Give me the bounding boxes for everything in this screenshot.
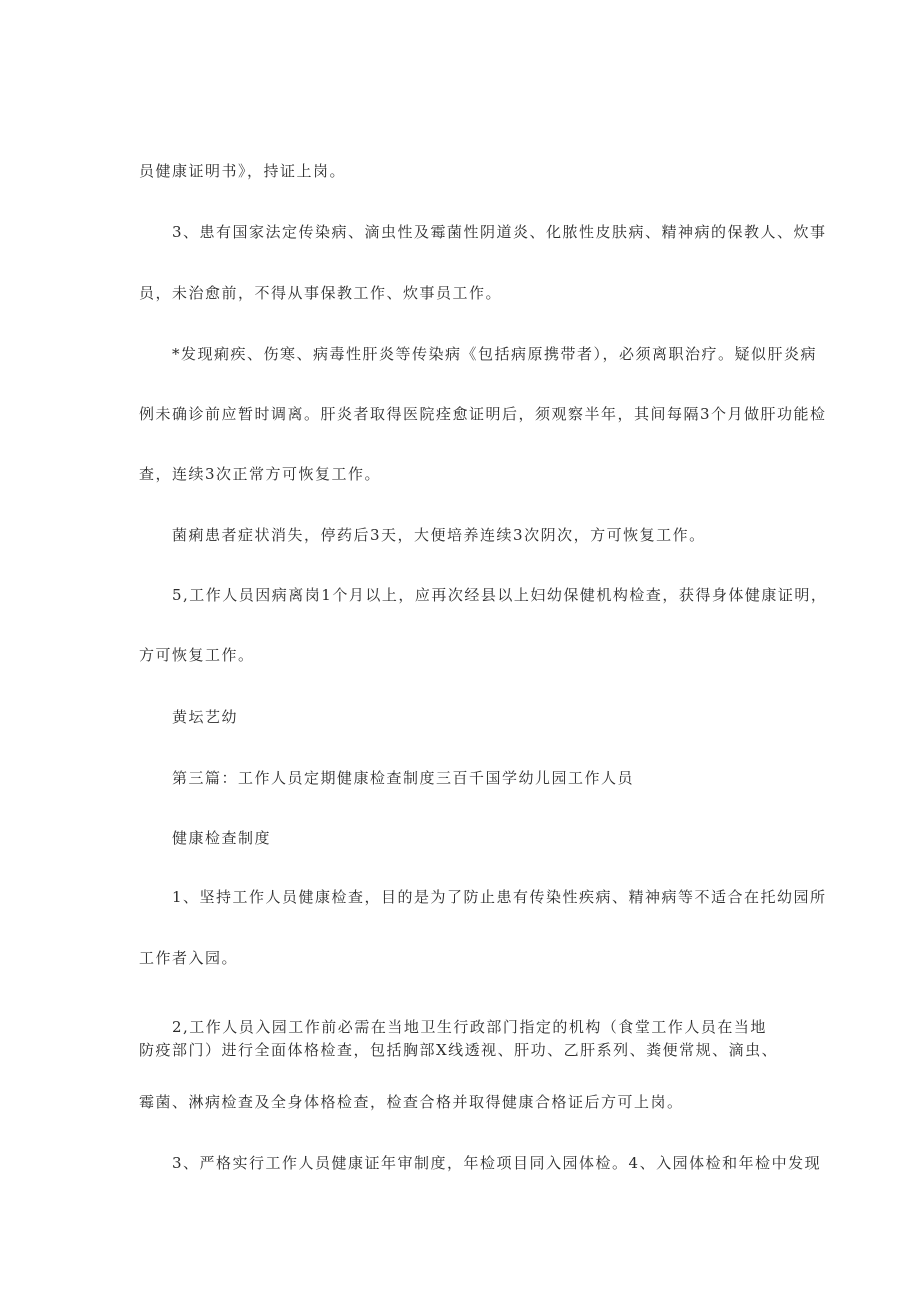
section-subheading: 健康检查制度 [172,829,272,847]
text-line: *发现痢疾、伤寒、病毒性肝炎等传染病《包括病原携带者），必须离职治疗。疑似肝炎病 [172,345,818,363]
text-line: 员，未治愈前，不得从事保教工作、炊事员工作。 [139,284,503,302]
section-heading: 第三篇：工作人员定期健康检查制度三百千国学幼儿园工作人员 [172,769,635,787]
text-line: 方可恢复工作。 [139,646,255,664]
text-line: 霉菌、淋病检查及全身体格检查，检查合格并取得健康合格证后方可上岗。 [139,1093,684,1111]
text-line: 3、严格实行工作人员健康证年审制度，年检项目同入园体检。4、入园体检和年检中发现 [172,1154,822,1172]
text-line: 3、患有国家法定传染病、滴虫性及霉菌性阴道炎、化脓性皮肤病、精神病的保教人、炊事 [172,223,827,241]
text-line: 工作者入园。 [139,949,239,967]
text-line: 例未确诊前应暂时调离。肝炎者取得医院痊愈证明后，须观察半年，其间每隔3个月做肝功能检 [139,405,827,423]
text-line: 黄坛艺幼 [172,708,239,726]
text-line: 5,工作人员因病离岗1个月以上，应再次经县以上妇幼保健机构检查，获得身体健康证明， [172,586,828,604]
text-line: 菌痢患者症状消失，停药后3天，大便培养连续3次阴次，方可恢复工作。 [172,526,706,544]
text-line: 查，连续3次正常方可恢复工作。 [139,465,382,483]
text-line: 1、坚持工作人员健康检查，目的是为了防止患有传染性疾病、精神病等不适合在托幼园所 [172,888,827,906]
text-line: 2,工作人员入园工作前必需在当地卫生行政部门指定的机构（食堂工作人员在当地 [172,1018,767,1036]
text-line: 员健康证明书》，持证上岗。 [139,162,347,180]
text-line: 防疫部门）进行全面体格检查，包括胸部X线透视、肝功、乙肝系列、粪便常规、滴虫、 [139,1041,779,1059]
